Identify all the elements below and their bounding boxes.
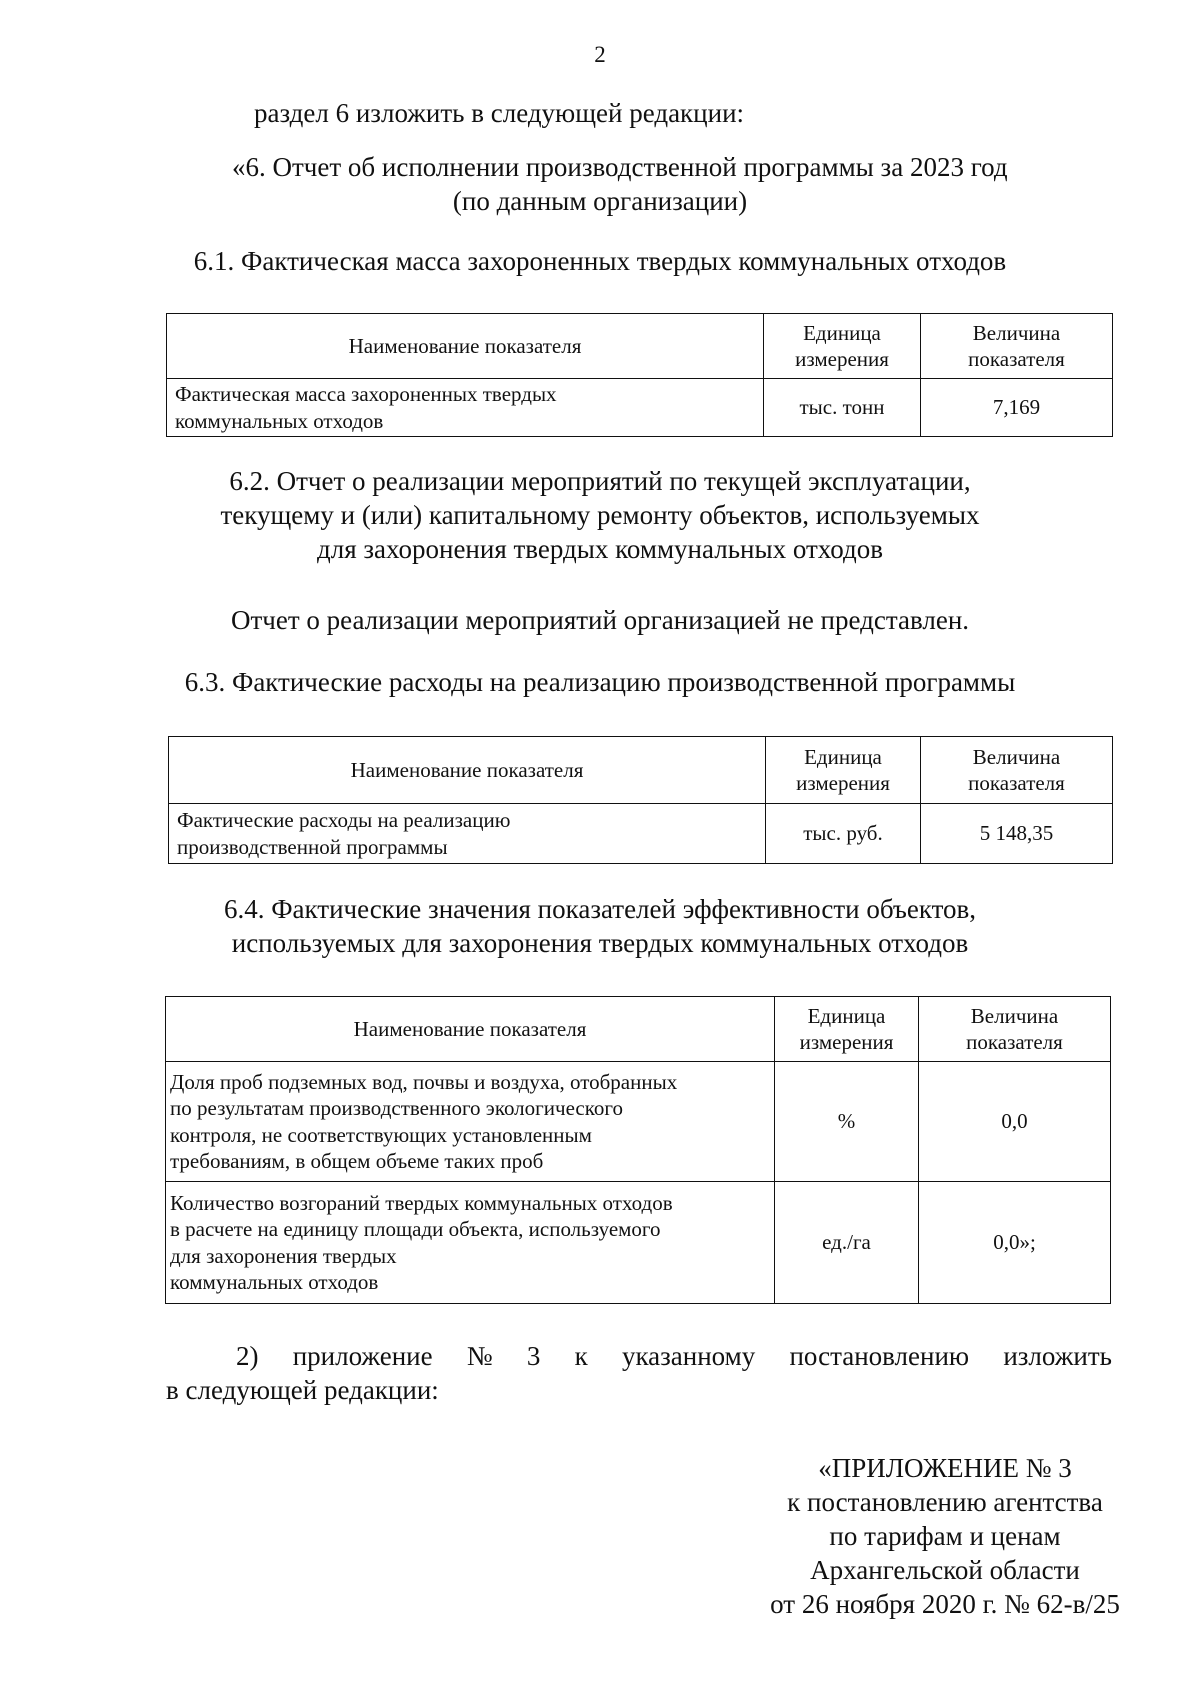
row-name — [167, 379, 764, 437]
header-name: Наименование показателя — [167, 314, 764, 379]
table-header-row — [169, 737, 1113, 804]
row-value: 0,0 — [919, 1062, 1111, 1182]
item-2-word: постановлению — [789, 1341, 970, 1371]
header-value — [921, 314, 1113, 379]
row-name — [169, 804, 766, 864]
appendix-line-4: Архангельской области — [810, 1555, 1080, 1585]
row-value: 7,169 — [921, 379, 1113, 437]
row-name-line: коммунальных отходов — [170, 1269, 379, 1294]
table-row — [166, 1062, 1111, 1182]
row-unit: тыс. руб. — [766, 804, 921, 864]
section-6-2-title-line-3: для захоронения твердых коммунальных отходов — [317, 534, 883, 564]
header-unit-line-2: измерения — [795, 347, 889, 371]
item-2-word: № — [466, 1341, 493, 1371]
section-6-4-title-line-1: 6.4. Фактические значения показателей эффективности объектов, — [223, 894, 977, 924]
item-2-word: к — [574, 1341, 588, 1371]
row-name-line: требованиям, в общем объеме таких проб — [170, 1148, 544, 1173]
table-row — [169, 804, 1113, 864]
row-name-line: по результатам производственного экологического — [170, 1096, 623, 1121]
row-name-line-1: Фактические расходы на реализацию — [177, 808, 511, 833]
header-unit-line-1: Единица — [807, 1003, 886, 1028]
row-name-line: Количество возгораний твердых коммунальных отходов — [170, 1191, 673, 1215]
section-6-2-title-line-2: текущему и (или) капитальному ремонту объектов, используемых — [220, 500, 980, 530]
table-6-3 — [168, 736, 1113, 864]
header-value-line-1: Величина — [972, 744, 1061, 769]
table-row — [167, 379, 1113, 437]
row-name-line: контроля, не соответствующих установленным — [170, 1122, 592, 1147]
table-header-row — [167, 314, 1113, 379]
header-unit-line-2: измерения — [796, 771, 890, 795]
header-name: Наименование показателя — [169, 737, 766, 804]
header-value-line-2: показателя — [968, 347, 1065, 371]
header-unit — [764, 314, 921, 379]
header-value-line-2: показателя — [968, 771, 1065, 795]
header-unit-line-2: измерения — [799, 1030, 894, 1054]
header-unit-line-1: Единица — [803, 320, 881, 345]
row-name-line: для захоронения твердых — [170, 1243, 397, 1268]
row-name-line: в расчете на единицу площади объекта, используемого — [170, 1217, 661, 1242]
row-name-line-1: Фактическая масса захороненных твердых — [175, 382, 557, 407]
section-6-4-title-line-2: используемых для захоронения твердых коммунальных отходов — [231, 928, 969, 958]
row-value: 0,0»; — [919, 1182, 1111, 1304]
row-name — [166, 1062, 775, 1182]
table-header-row — [166, 997, 1111, 1062]
header-unit — [766, 737, 921, 804]
item-2-line-1 — [236, 1341, 1112, 1372]
item-2-word: приложение — [292, 1341, 433, 1371]
item-2-word: 2) — [236, 1341, 259, 1371]
item-2-word: указанному — [621, 1341, 756, 1371]
item-2-word: изложить — [1003, 1341, 1112, 1371]
intro-text: раздел 6 изложить в следующей редакции: — [254, 98, 745, 128]
item-2-word: 3 — [526, 1341, 541, 1371]
row-value: 5 148,35 — [921, 804, 1113, 864]
row-unit: тыс. тонн — [764, 379, 921, 437]
page-number: 2 — [594, 42, 606, 67]
table-row — [166, 1182, 1111, 1304]
section-6-1-title: 6.1. Фактическая масса захороненных твердых коммунальных отходов — [193, 246, 1007, 276]
row-name-line-2: производственной программы — [177, 834, 448, 859]
section-6-2-title-line-1: 6.2. Отчет о реализации мероприятий по текущей эксплуатации, — [229, 466, 971, 496]
appendix-line-1: «ПРИЛОЖЕНИЕ № 3 — [818, 1453, 1072, 1483]
section-6-3-title: 6.3. Фактические расходы на реализацию производственной программы — [184, 667, 1016, 697]
header-value-line-2: показателя — [966, 1030, 1063, 1054]
header-value — [919, 997, 1111, 1062]
section-6-2-note: Отчет о реализации мероприятий организацией не представлен. — [230, 605, 970, 635]
header-value-line-1: Величина — [970, 1003, 1059, 1028]
section-6-title-line-1: «6. Отчет об исполнении производственной программы за 2023 год — [232, 152, 1008, 182]
row-unit: ед./га — [775, 1182, 919, 1304]
row-name-line: Доля проб подземных вод, почвы и воздуха, отобранных — [170, 1070, 678, 1094]
header-unit — [775, 997, 919, 1062]
table-6-4 — [165, 996, 1111, 1304]
header-value — [921, 737, 1113, 804]
header-name: Наименование показателя — [166, 997, 775, 1062]
table-6-1 — [166, 313, 1113, 437]
header-value-line-1: Величина — [972, 320, 1061, 345]
row-name-line-2: коммунальных отходов — [175, 408, 384, 433]
row-name — [166, 1182, 775, 1304]
section-6-title-line-2: (по данным организации) — [452, 186, 748, 216]
item-2-line-2: в следующей редакции: — [166, 1375, 439, 1405]
appendix-line-5: от 26 ноября 2020 г. № 62-в/25 — [770, 1589, 1120, 1619]
appendix-line-2: к постановлению агентства — [787, 1487, 1103, 1517]
header-unit-line-1: Единица — [804, 744, 882, 769]
appendix-line-3: по тарифам и ценам — [829, 1521, 1061, 1551]
row-unit: % — [775, 1062, 919, 1182]
